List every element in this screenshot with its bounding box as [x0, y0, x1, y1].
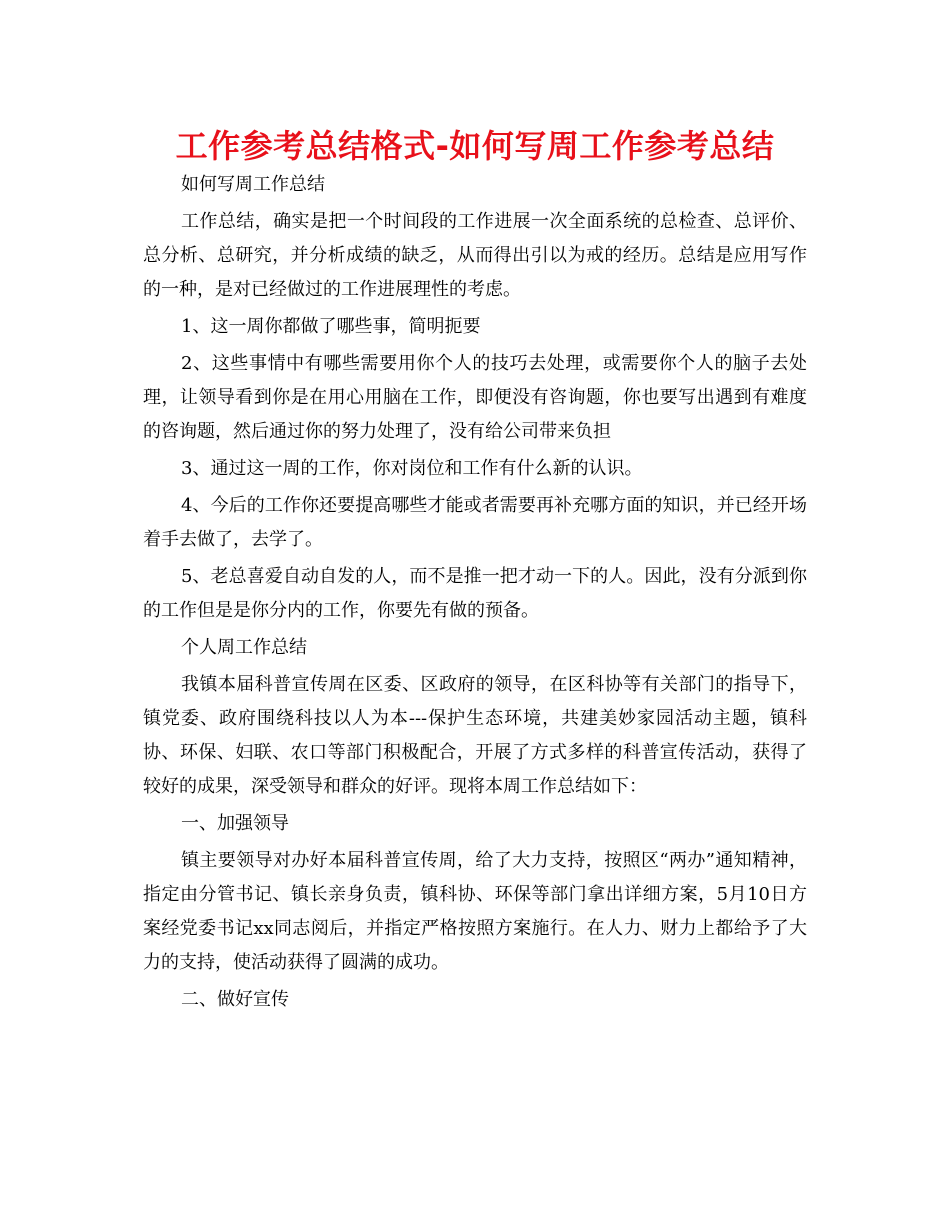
- section-heading: 二、做好宣传: [181, 989, 289, 1010]
- document-title: 工作参考总结格式-如何写周工作参考总结: [175, 127, 775, 165]
- list-item: 3、通过这一周的工作，你对岗位和工作有什么新的认识。: [181, 458, 643, 479]
- document-body: [143, 168, 807, 1017]
- list-item: 5、老总喜爱自动自发的人，而不是推一把才动一下的人。因此，没有分派到你的工作但是是你分内的工作，你要先有做的预备。: [143, 566, 807, 621]
- list-item: 1、这一周你都做了哪些事，简明扼要: [181, 316, 481, 337]
- section-heading: 如何写周工作总结: [181, 174, 325, 195]
- paragraph: 我镇本届科普宣传周在区委、区政府的领导，在区科协等有关部门的指导下，镇党委、政府围绕科技以人为本---保护生态环境，共建美妙家园活动主题，镇科协、环保、妇联、农口等部门积极配合，开展了方式多样的科普宣传活动，获得了较好的成果，深受领导和群众的好评。现将本周工作总结如下：: [143, 674, 807, 797]
- list-item: 4、今后的工作你还要提高哪些才能或者需要再补充哪方面的知识，并已经开场着手去做了，去学了。: [143, 495, 807, 550]
- section-heading: 一、加强领导: [181, 813, 289, 834]
- paragraph: 工作总结，确实是把一个时间段的工作进展一次全面系统的总检查、总评价、总分析、总研究，并分析成绩的缺乏，从而得出引以为戒的经历。总结是应用写作的一种，是对已经做过的工作进展理性的考虑。: [143, 211, 807, 300]
- list-item: 2、这些事情中有哪些需要用你个人的技巧去处理，或需要你个人的脑子去处理，让领导看到你是在用心用脑在工作，即便没有咨询题，你也要写出遇到有难度的咨询题，然后通过你的努力处理了，没有给公司带来负担: [143, 353, 807, 442]
- section-heading: 个人周工作总结: [181, 637, 307, 658]
- paragraph: 镇主要领导对办好本届科普宣传周，给了大力支持，按照区“两办”通知精神，指定由分管书记、镇长亲身负责，镇科协、环保等部门拿出详细方案，5月10日方案经党委书记xx同志阅后，并指定严格按照方案施行。在人力、财力上都给予了大力的支持，使活动获得了圆满的成功。: [143, 850, 807, 973]
